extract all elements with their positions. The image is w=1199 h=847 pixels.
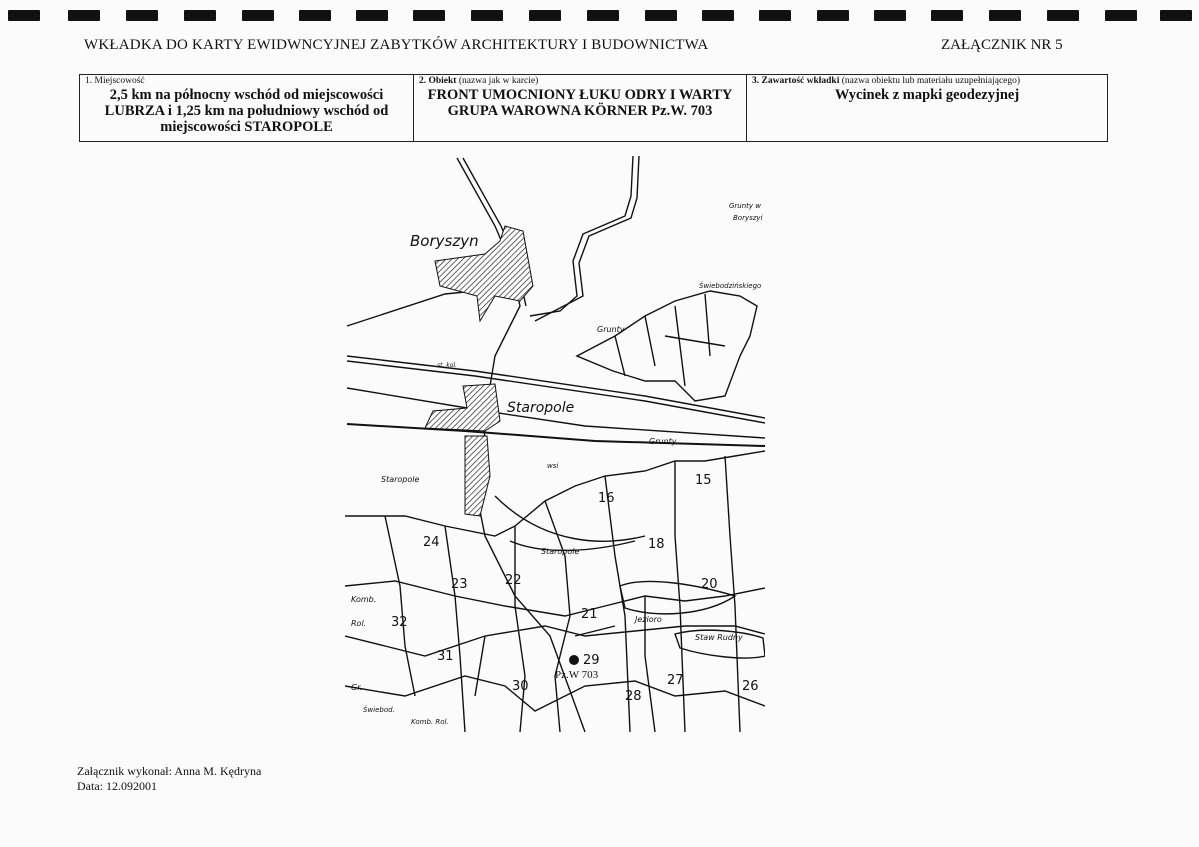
label-rol: Rol.	[351, 619, 367, 628]
object-cell	[414, 75, 747, 142]
contents-heading-rest: (nazwa obiektu lub materiału uzupełniającego)	[841, 76, 1021, 86]
label-st-kol: st. kol.	[437, 362, 458, 369]
object-line-1: FRONT UMOCNIONY ŁUKU ODRY I WARTY	[427, 87, 733, 103]
label-swiebodzinskiego: Świebodzińskiego	[699, 282, 762, 290]
label-wsi: wsi	[547, 462, 559, 470]
date-label: Data:	[77, 779, 103, 793]
document-title: WKŁADKA DO KARTY EWIDWNCYJNEJ ZABYTKÓW ARCHITEKTURY I BUDOWNICTWA	[84, 37, 709, 53]
label-komb: Komb.	[351, 595, 377, 604]
author-name: Anna M. Kędryna	[174, 764, 262, 778]
author-label: Załącznik wykonał:	[77, 764, 172, 778]
location-line-1: 2,5 km na północny wschód od miejscowości	[109, 87, 384, 103]
parcel-21: 21	[581, 607, 598, 622]
map-labels	[351, 202, 763, 726]
annex-number: ZAŁĄCZNIK NR 5	[941, 37, 1063, 53]
object-heading	[419, 76, 741, 86]
parcel-26: 26	[742, 679, 759, 694]
map-linework	[345, 156, 765, 732]
label-komb-rol: Komb. Rol.	[411, 718, 449, 726]
parcel-23: 23	[451, 577, 468, 592]
location-line-2: LUBRZA i 1,25 km na południowy wschód od	[104, 103, 389, 119]
label-staropole: Staropole	[507, 400, 575, 416]
contents-heading	[752, 76, 1102, 86]
label-gr: Gr.	[351, 683, 363, 692]
label-boryszyn-small: Boryszyi	[733, 214, 763, 222]
location-heading: 1. Miejscowość	[85, 76, 145, 86]
parcel-20: 20	[701, 577, 718, 592]
label-staw-rudny: Staw Rudny	[695, 633, 743, 642]
object-heading-rest: (nazwa jak w karcie)	[458, 76, 539, 86]
label-staropole-mid: Staropole	[541, 547, 580, 556]
location-value	[85, 87, 408, 135]
author-line	[77, 764, 261, 779]
label-grunty-2: Grunty	[649, 437, 677, 446]
label-staropole-west: Staropole	[381, 475, 420, 484]
date-line	[77, 779, 261, 794]
parcel-24: 24	[423, 535, 440, 550]
bunker-marker	[569, 655, 579, 665]
parcel-18: 18	[648, 537, 665, 552]
parcel-22: 22	[505, 573, 522, 588]
object-value	[419, 87, 741, 119]
bunker-label: Pz.W 703	[555, 669, 599, 681]
contents-heading-bold: 3. Zawartość wkładki	[752, 76, 840, 86]
parcel-32: 32	[391, 615, 408, 630]
object-heading-bold: 2. Obiekt	[419, 76, 457, 86]
parcel-27: 27	[667, 673, 684, 688]
location-cell	[80, 75, 414, 142]
parcel-30: 30	[512, 679, 529, 694]
label-grunty-w: Grunty w	[729, 202, 762, 210]
parcel-15: 15	[695, 473, 712, 488]
contents-value: Wycinek z mapki geodezyjnej	[834, 87, 1020, 103]
parcel-31: 31	[437, 649, 454, 664]
binding-holes	[0, 10, 1199, 24]
location-line-3: miejscowości STAROPOLE	[160, 119, 333, 135]
parcel-16: 16	[598, 491, 615, 506]
parcel-28: 28	[625, 689, 642, 704]
parcel-29: 29	[583, 653, 600, 668]
footer	[77, 764, 261, 794]
contents-cell	[747, 75, 1108, 142]
label-jezioro: Jezioro	[635, 615, 662, 624]
label-grunty: Grunty	[597, 325, 625, 334]
date-value: 12.092001	[106, 779, 157, 793]
info-table	[79, 74, 1108, 142]
geodetic-map	[345, 156, 765, 732]
label-boryszyn: Boryszyn	[410, 232, 479, 250]
object-line-2: GRUPA WAROWNA KÖRNER Pz.W. 703	[447, 103, 713, 119]
label-swiebod: Świebod.	[363, 706, 395, 714]
